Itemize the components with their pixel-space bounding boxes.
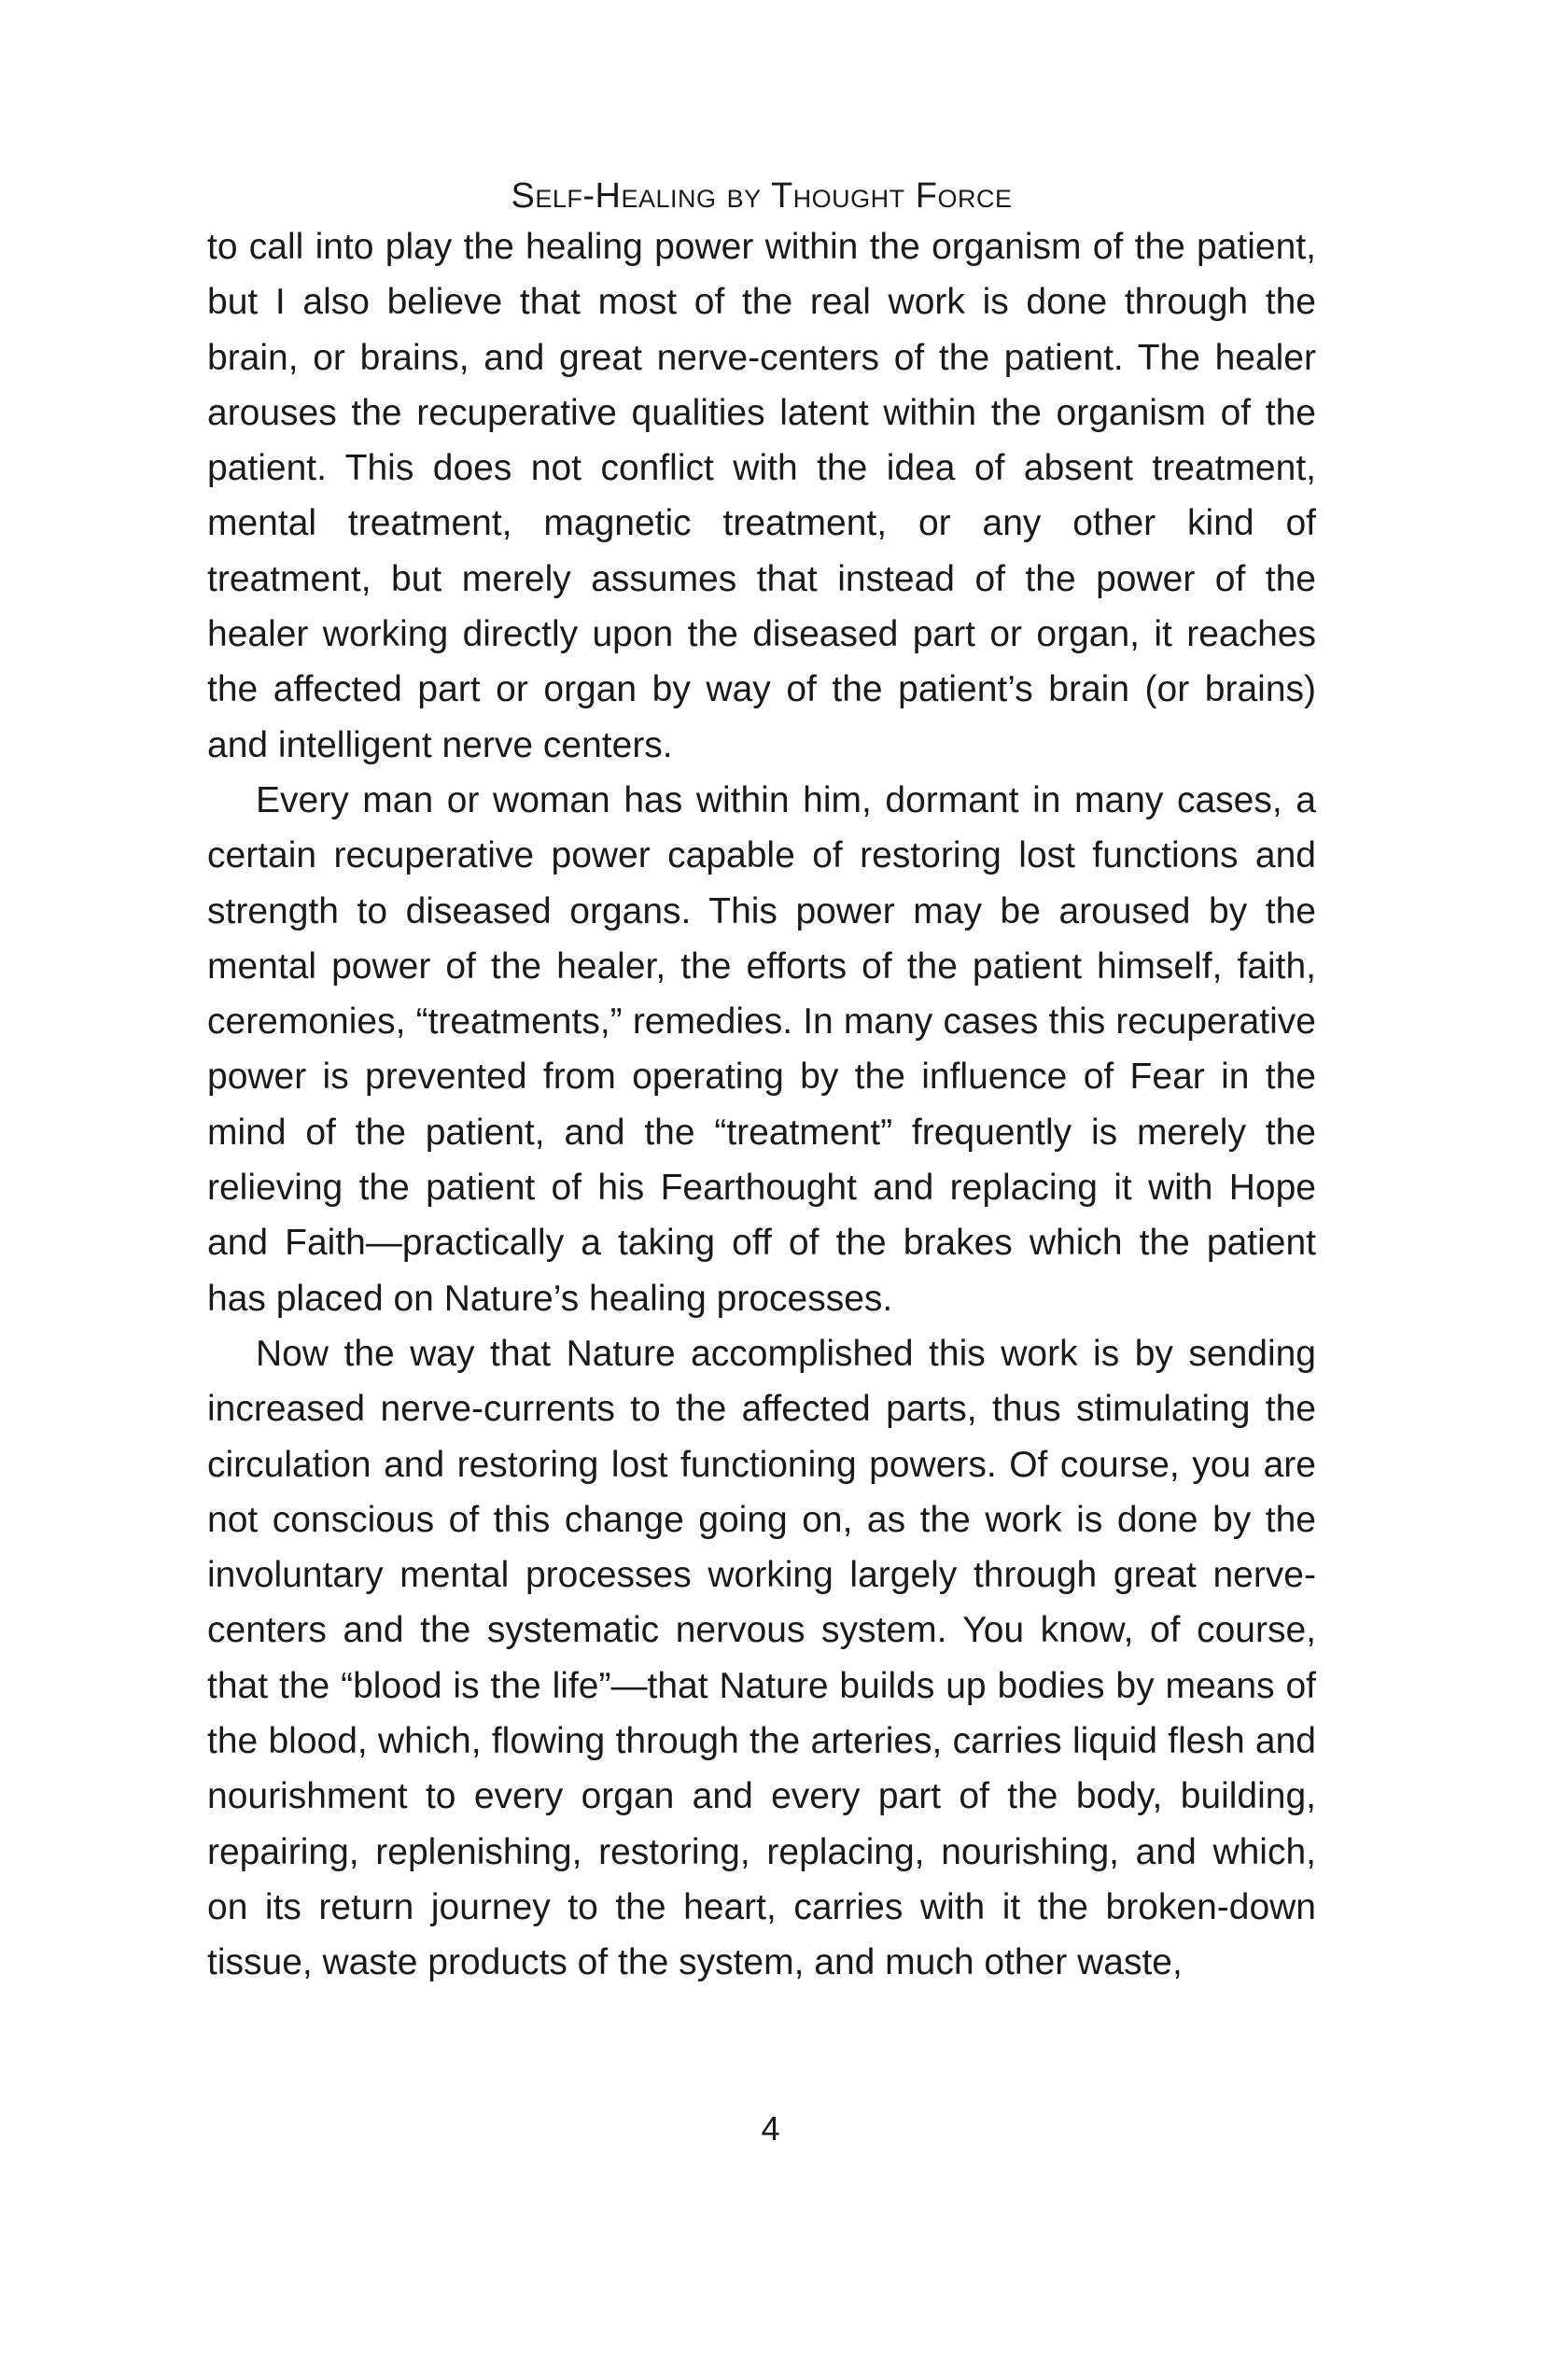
body-text <box>207 219 1316 1991</box>
page-number: 4 <box>761 2109 780 2148</box>
paragraph: Now the way that Nature accomplished this work is by sending increased nerve-currents to the affected parts, thus stimulating the circulation and restoring lost functioning powers. Of course, you are not conscious of this change going on, as the work is done by the involuntary mental processes working largely through great nerve-centers and the systematic nervous system. You know, of course, that the “blood is the life”—that Nature builds up bodies by means of the blood, which, flowing through the arteries, carries liquid flesh and nourishment to every organ and every part of the body, building, repairing, replenishing, restoring, replacing, nourishing, and which, on its return journey to the heart, carries with it the broken-down tissue, waste products of the system, and much other waste, <box>207 1333 1316 1983</box>
running-header-title: Self-Healing by Thought Force <box>511 176 1013 216</box>
book-page <box>207 173 1316 1991</box>
paragraph: Every man or woman has within him, dormant in many cases, a certain recuperative power capable of restoring lost functions and strength to diseased organs. This power may be aroused by the mental power of the healer, the efforts of the patient himself, faith, ceremonies, “treatments,” remedies. In many cases this recuperative power is prevented from operating by the influence of Fear in the mind of the patient, and the “treatment” frequently is merely the relieving the patient of his Fearthought and replacing it with Hope and Faith—practically a taking off of the brakes which the patient has placed on Nature’s healing processes. <box>207 779 1316 1319</box>
paragraph-continued: to call into play the healing power within the organism of the patient, but I also believe that most of the real work is done through the brain, or brains, and great nerve-centers of the patient. The healer arouses the recuperative qualities latent within the organism of the patient. This does not conflict with the idea of absent treatment, mental treatment, magnetic treatment, or any other kind of treatment, but merely assumes that instead of the power of the healer working directly upon the diseased part or organ, it reaches the affected part or organ by way of the patient’s brain (or brains) and intelligent nerve centers. <box>207 227 1316 765</box>
